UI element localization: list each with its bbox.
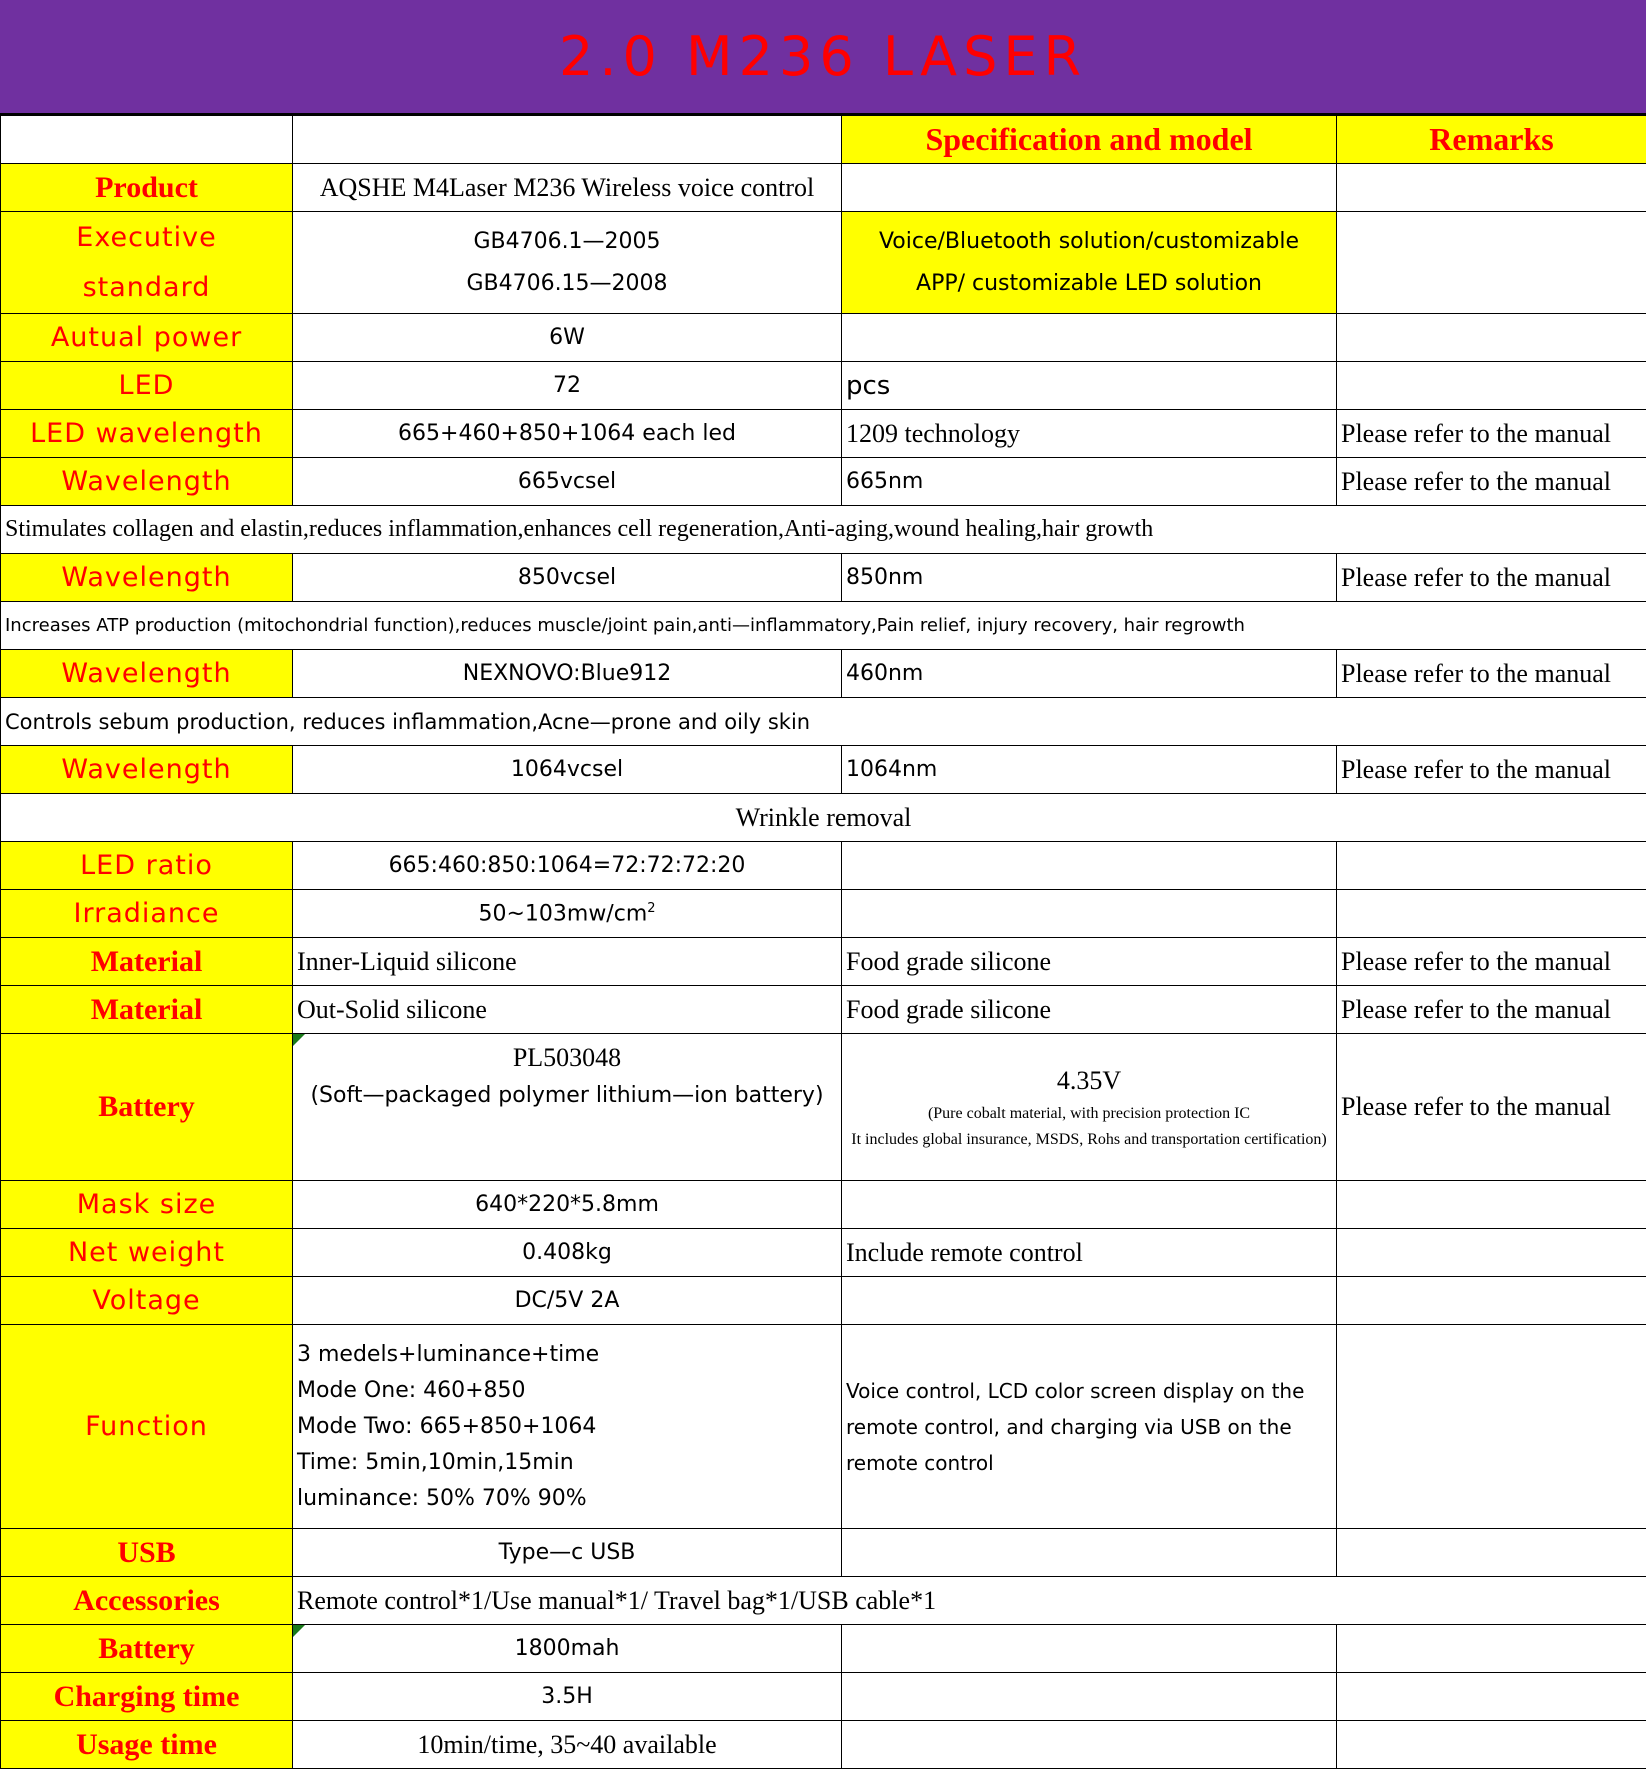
label-wavelength-665: Wavelength: [1, 458, 293, 506]
label-net-weight: Net weight: [1, 1229, 293, 1277]
label-wavelength-850: Wavelength: [1, 554, 293, 602]
label-irradiance: Irradiance: [1, 890, 293, 938]
remark-material-outer: Please refer to the manual: [1337, 986, 1646, 1034]
row-irradiance: [1, 890, 1646, 938]
spec-battery-material: (Pure cobalt material, with precision protection IC: [927, 1105, 1251, 1122]
spec-wavelength-850: 850nm: [842, 554, 1337, 602]
label-material-inner: Material: [1, 938, 293, 986]
label-power: Autual power: [1, 314, 293, 362]
row-power: [1, 314, 1646, 362]
row-standard: [1, 212, 1646, 314]
row-net-weight: [1, 1229, 1646, 1277]
spec-wavelength-1064: 1064nm: [842, 746, 1337, 794]
spec-irradiance: [842, 890, 1337, 938]
label-battery: Battery: [1, 1034, 293, 1181]
value-function: [293, 1325, 842, 1529]
label-battery-capacity: Battery: [1, 1625, 293, 1673]
value-net-weight: 0.408kg: [293, 1229, 842, 1277]
remark-voltage: [1337, 1277, 1646, 1325]
spec-battery-cert: It includes global insurance, MSDS, Rohs and transportation certification): [851, 1131, 1327, 1148]
row-product: [1, 164, 1646, 212]
row-battery-capacity: [1, 1625, 1646, 1673]
spec-battery-capacity: [842, 1625, 1337, 1673]
remark-led-ratio: [1337, 842, 1646, 890]
label-charging-time: Charging time: [1, 1673, 293, 1721]
row-battery: [1, 1034, 1646, 1181]
spec-product: [842, 164, 1337, 212]
header-spec: Specification and model: [842, 116, 1337, 164]
value-standard: [293, 212, 842, 314]
header-remarks: Remarks: [1337, 116, 1646, 164]
remark-wavelength-1064: Please refer to the manual: [1337, 746, 1646, 794]
value-wavelength-850: 850vcsel: [293, 554, 842, 602]
row-voltage: [1, 1277, 1646, 1325]
remark-battery-capacity: [1337, 1625, 1646, 1673]
note-850: Increases ATP production (mitochondrial function),reduces muscle/joint pain,anti—inflammatory,Pain relief, injury recovery, hair regrowth: [1, 602, 1646, 650]
value-battery-capacity: 1800mah: [293, 1625, 842, 1673]
function-line: 3 medels+luminance+time: [297, 1341, 600, 1367]
remark-function: [1337, 1325, 1646, 1529]
value-battery-model: PL503048: [512, 1043, 622, 1072]
label-led: LED: [1, 362, 293, 410]
label-function: Function: [1, 1325, 293, 1529]
spec-led-ratio: [842, 842, 1337, 890]
remark-usb: [1337, 1529, 1646, 1577]
value-material-inner: Inner-Liquid silicone: [293, 938, 842, 986]
label-usage-time: Usage time: [1, 1721, 293, 1769]
value-material-outer: Out-Solid silicone: [293, 986, 842, 1034]
row-led-wavelength: [1, 410, 1646, 458]
note-665: Stimulates collagen and elastin,reduces inflammation,enhances cell regeneration,Anti-aging,wound healing,hair growth: [1, 506, 1646, 554]
spec-battery: [842, 1034, 1337, 1181]
value-wavelength-460: NEXNOVO:Blue912: [293, 650, 842, 698]
page-title: 2.0 M236 LASER: [0, 0, 1646, 115]
row-usb: [1, 1529, 1646, 1577]
row-note-665: [1, 506, 1646, 554]
function-line: Mode Two: 665+850+1064: [297, 1413, 597, 1439]
value-mask-size: 640*220*5.8mm: [293, 1181, 842, 1229]
label-wavelength-460: Wavelength: [1, 650, 293, 698]
row-charging-time: [1, 1673, 1646, 1721]
value-usb: Type—c USB: [293, 1529, 842, 1577]
value-standard-line-2: GB4706.15—2008: [466, 270, 668, 296]
spec-material-outer: Food grade silicone: [842, 986, 1337, 1034]
value-product: AQSHE M4Laser M236 Wireless voice control: [293, 164, 842, 212]
value-charging-time: 3.5H: [293, 1673, 842, 1721]
row-accessories: [1, 1577, 1646, 1625]
label-material-outer: Material: [1, 986, 293, 1034]
label-led-wavelength: LED wavelength: [1, 410, 293, 458]
row-led: [1, 362, 1646, 410]
label-mask-size: Mask size: [1, 1181, 293, 1229]
remark-charging-time: [1337, 1673, 1646, 1721]
remark-irradiance: [1337, 890, 1646, 938]
remark-standard: [1337, 212, 1646, 314]
spec-wavelength-460: 460nm: [842, 650, 1337, 698]
value-battery: [293, 1034, 842, 1181]
value-led-wavelength: 665+460+850+1064 each led: [293, 410, 842, 458]
spec-table: [0, 115, 1646, 1769]
remark-net-weight: [1337, 1229, 1646, 1277]
row-usage-time: [1, 1721, 1646, 1769]
row-led-ratio: [1, 842, 1646, 890]
value-voltage: DC/5V 2A: [293, 1277, 842, 1325]
irradiance-text: 50~103mw/cm: [478, 901, 648, 927]
row-note-1064: [1, 794, 1646, 842]
value-led: 72: [293, 362, 842, 410]
remark-led-wavelength: Please refer to the manual: [1337, 410, 1646, 458]
spec-usb: [842, 1529, 1337, 1577]
function-line: luminance: 50% 70% 90%: [297, 1485, 587, 1511]
value-battery-type: (Soft—packaged polymer lithium—ion battery): [310, 1083, 824, 1108]
spec-led: pcs: [842, 362, 1337, 410]
spec-led-wavelength: 1209 technology: [842, 410, 1337, 458]
label-voltage: Voltage: [1, 1277, 293, 1325]
irradiance-unit-sup: 2: [647, 900, 656, 916]
row-function: [1, 1325, 1646, 1529]
spec-standard: [842, 212, 1337, 314]
spec-usage-time: [842, 1721, 1337, 1769]
remark-wavelength-460: Please refer to the manual: [1337, 650, 1646, 698]
row-mask-size: [1, 1181, 1646, 1229]
value-wavelength-1064: 1064vcsel: [293, 746, 842, 794]
row-material-inner: [1, 938, 1646, 986]
row-wavelength-665: [1, 458, 1646, 506]
row-wavelength-850: [1, 554, 1646, 602]
label-led-ratio: LED ratio: [1, 842, 293, 890]
value-led-ratio: 665:460:850:1064=72:72:72:20: [293, 842, 842, 890]
row-wavelength-460: [1, 650, 1646, 698]
spec-power: [842, 314, 1337, 362]
remark-power: [1337, 314, 1646, 362]
remark-material-inner: Please refer to the manual: [1337, 938, 1646, 986]
spec-standard-line-2: APP/ customizable LED solution: [916, 270, 1262, 296]
spec-material-inner: Food grade silicone: [842, 938, 1337, 986]
value-accessories: Remote control*1/Use manual*1/ Travel bag*1/USB cable*1: [293, 1577, 1646, 1625]
function-line: Time: 5min,10min,15min: [297, 1449, 574, 1475]
label-wavelength-1064: Wavelength: [1, 746, 293, 794]
remark-led: [1337, 362, 1646, 410]
value-power: 6W: [293, 314, 842, 362]
value-usage-time: 10min/time, 35~40 available: [293, 1721, 842, 1769]
spec-wavelength-665: 665nm: [842, 458, 1337, 506]
value-wavelength-665: 665vcsel: [293, 458, 842, 506]
function-line: Mode One: 460+850: [297, 1377, 526, 1403]
value-irradiance: [293, 890, 842, 938]
label-standard-line-2: standard: [82, 271, 211, 303]
spec-voltage: [842, 1277, 1337, 1325]
label-product: Product: [1, 164, 293, 212]
spec-net-weight: Include remote control: [842, 1229, 1337, 1277]
label-usb: USB: [1, 1529, 293, 1577]
label-standard: [1, 212, 293, 314]
spec-mask-size: [842, 1181, 1337, 1229]
note-1064: Wrinkle removal: [1, 794, 1646, 842]
label-standard-line-1: Executive: [76, 221, 217, 253]
spec-battery-voltage: 4.35V: [1056, 1066, 1122, 1095]
value-standard-line-1: GB4706.1—2005: [473, 228, 661, 254]
row-note-460: [1, 698, 1646, 746]
remark-battery: Please refer to the manual: [1337, 1034, 1646, 1181]
header-blank-2: [293, 116, 842, 164]
row-wavelength-1064: [1, 746, 1646, 794]
spec-charging-time: [842, 1673, 1337, 1721]
remark-product: [1337, 164, 1646, 212]
note-460: Controls sebum production, reduces inflammation,Acne—prone and oily skin: [1, 698, 1646, 746]
remark-usage-time: [1337, 1721, 1646, 1769]
spec-function: Voice control, LCD color screen display on the remote control, and charging via USB on the remote control: [842, 1325, 1337, 1529]
row-material-outer: [1, 986, 1646, 1034]
header-row: [1, 116, 1646, 164]
remark-wavelength-850: Please refer to the manual: [1337, 554, 1646, 602]
spec-standard-line-1: Voice/Bluetooth solution/customizable: [878, 228, 1300, 254]
label-accessories: Accessories: [1, 1577, 293, 1625]
remark-wavelength-665: Please refer to the manual: [1337, 458, 1646, 506]
header-blank-1: [1, 116, 293, 164]
row-note-850: [1, 602, 1646, 650]
remark-mask-size: [1337, 1181, 1646, 1229]
